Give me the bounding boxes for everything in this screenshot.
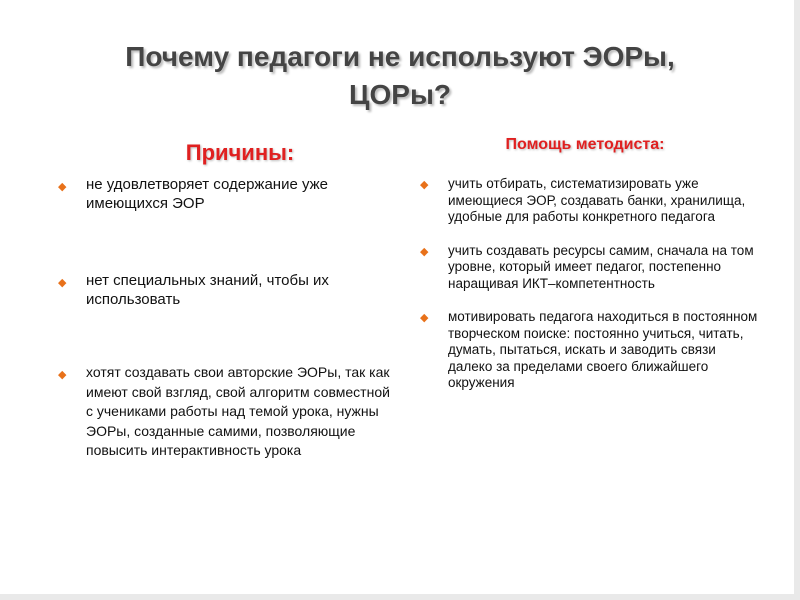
diamond-bullet-icon: ◆ <box>58 181 67 193</box>
help-item-2-text: учить создавать ресурсы самим, сначала на том уровне, который имеет педагог, постепенно наращивая ИКТ–компетентность <box>448 242 754 291</box>
slide-title-line-2: ЦОРы? <box>349 79 451 110</box>
reason-item-1 <box>58 175 398 213</box>
diamond-bullet-icon: ◆ <box>58 277 67 289</box>
diamond-bullet-icon: ◆ <box>420 245 429 258</box>
methodist-help-heading: Помощь методиста: <box>505 136 665 153</box>
slide-title-line-1: Почему педагоги не используют ЭОРы, <box>125 41 675 72</box>
help-item-1 <box>420 176 760 226</box>
reasons-heading: Причины: <box>185 140 295 165</box>
reasons-list <box>58 175 398 461</box>
help-item-2 <box>420 243 760 293</box>
diamond-bullet-icon: ◆ <box>58 369 67 381</box>
reason-item-3-text: хотят создавать свои авторские ЭОРы, так как имеют свой взгляд, свой алгоритм совместной с учениками работы над темой урока, нужны ЭОРы, созданные самими, позволяющие повысить интерактивность урока <box>86 364 390 458</box>
methodist-help-list <box>420 176 760 392</box>
help-item-1-text: учить отбирать, систематизировать уже имеющиеся ЭОР, создавать банки, хранилища, удобные для работы конкретного педагога <box>448 176 746 224</box>
reason-item-3 <box>58 363 398 461</box>
diamond-bullet-icon: ◆ <box>420 179 429 191</box>
help-item-3-text: мотивировать педагога находиться в постоянном творческом поиске: постоянно учиться, читать, думать, пытаться, искать и заводить связи далеко за пределами своего ближайшего окружения <box>448 309 758 390</box>
help-item-3 <box>420 309 760 392</box>
reason-item-1-text: не удовлетворяет содержание уже имеющихся ЭОР <box>86 176 329 212</box>
reason-item-2-text: нет специальных знаний, чтобы их использовать <box>86 272 329 308</box>
diamond-bullet-icon: ◆ <box>420 312 429 324</box>
slide-title <box>40 38 760 114</box>
reason-item-2 <box>58 271 398 309</box>
